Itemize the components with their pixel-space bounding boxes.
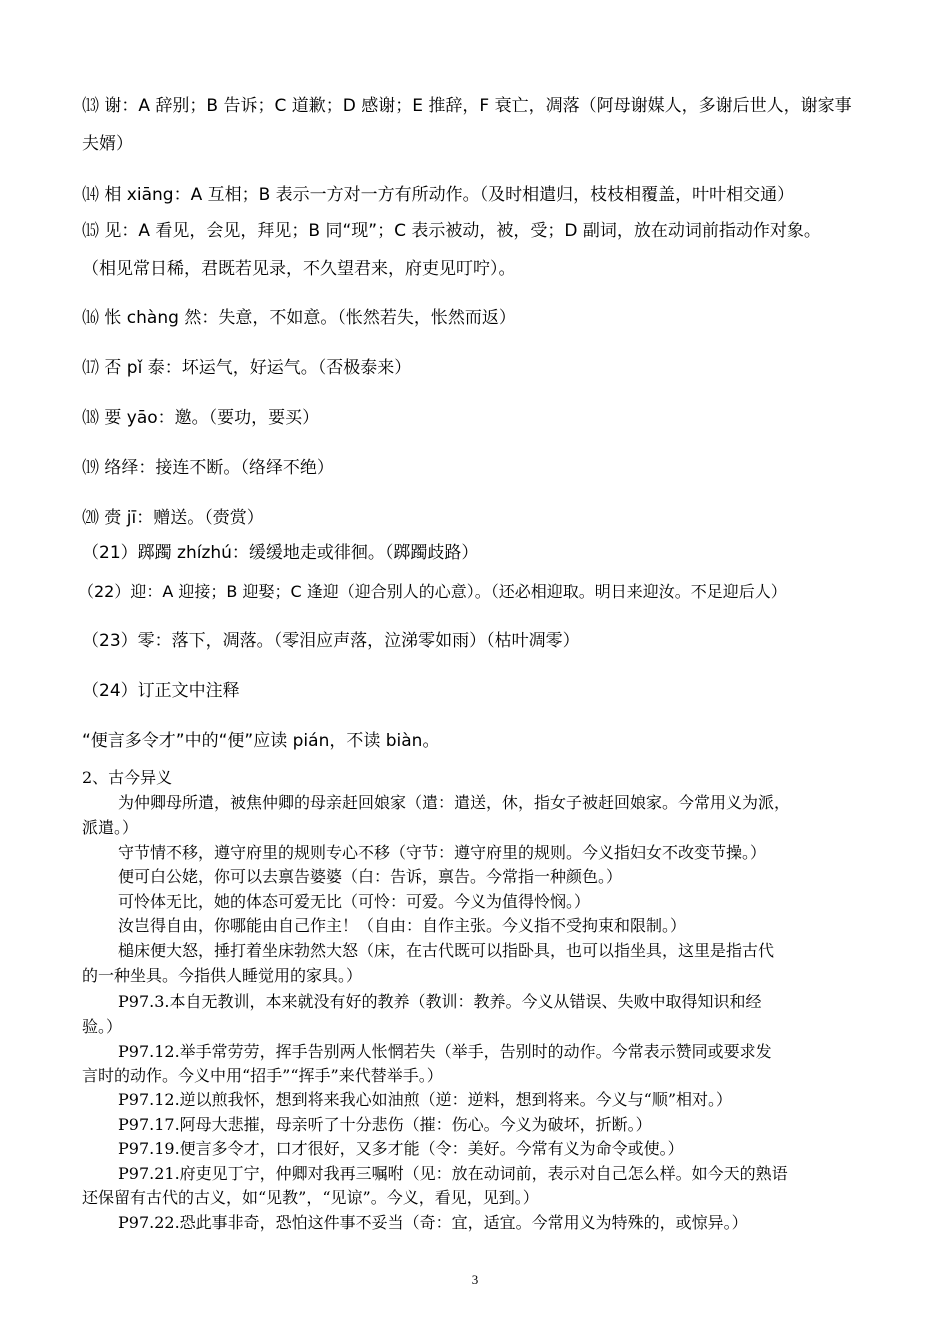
vocab-entry-21: （21）踯躅 zhízhú：缓缓地走或徘徊。（踯躅歧路） [82, 543, 479, 563]
vocab-entry-14: ⒁ 相 xiāng：A 互相；B 表示一方对一方有所动作。（及时相遣归，枝枝相覆盖，叶叶相交通） [82, 185, 795, 205]
gujin-entry-4: 可怜体无比，她的体态可爱无比（可怜：可爱。今义为值得怜悯。） [118, 892, 591, 911]
vocab-entry-18: ⒅ 要 yāo：邀。（要功，要买） [82, 408, 320, 428]
gujin-entry-11: P97.19.便言多令才，口才很好，又多才能（令：美好。今常有义为命令或使。） [118, 1139, 684, 1158]
gujin-entry-8-line1: P97.12.举手常劳劳，挥手告别两人怅惘若失（举手，告别时的动作。今常表示赞同或要求发 [118, 1042, 772, 1061]
gujin-entry-5: 汝岂得自由，你哪能由自己作主！（自由：自作主张。今义指不受拘束和限制。） [118, 916, 687, 935]
page-number: 3 [471, 1272, 479, 1287]
vocab-entry-22: （22）迎：A 迎接；B 迎娶；C 逢迎（迎合别人的心意）。（还必相迎取。明日来迎汝。不足迎后人） [78, 582, 787, 601]
vocab-entry-20: ⒇ 赍 jī：赠送。（赍赏） [82, 508, 264, 528]
vocab-entry-13-line2: 夫婿） [82, 134, 133, 154]
vocab-entry-24: （24）订正文中注释 [82, 681, 240, 701]
vocab-entry-19: ⒆ 络绎：接连不断。（络绎不绝） [82, 458, 334, 478]
gujin-entry-13: P97.22.恐此事非奇，恐怕这件事不妥当（奇：宜，适宜。今常用义为特殊的，或惊异。） [118, 1213, 748, 1232]
vocab-entry-23: （23）零：落下，凋落。（零泪应声落，泣涕零如雨）（枯叶凋零） [82, 631, 580, 651]
gujin-entry-1-line1: 为仲卿母所遣，被焦仲卿的母亲赶回娘家（遣：遣送，休，指女子被赶回娘家。今常用义为派， [118, 793, 791, 812]
vocab-entry-15-line2: （相见常日稀，君既若见录，不久望君来，府吏见叮咛）。 [82, 259, 516, 279]
correction-note: “便言多令才”中的“便”应读 pián，不读 biàn。 [82, 731, 440, 751]
gujin-entry-10: P97.17.阿母大悲摧，母亲听了十分悲伤（摧：伤心。今义为破坏，折断。） [118, 1115, 652, 1134]
gujin-entry-3: 便可白公姥，你可以去禀告婆婆（白：告诉，禀告。今常指一种颜色。） [118, 867, 623, 886]
section-heading: 2、古今异义 [82, 768, 173, 787]
gujin-entry-7-line1: P97.3.本自无教训，本来就没有好的教养（教训：教养。今义从错误、失败中取得知识和经 [118, 992, 762, 1011]
gujin-entry-12-line2: 还保留有古代的古义，如“见教”，“见谅”。今义，看见，见到。） [82, 1188, 539, 1207]
gujin-entry-12-line1: P97.21.府吏见丁宁，仲卿对我再三嘱咐（见：放在动词前，表示对自己怎么样。如今天的熟语 [118, 1164, 788, 1183]
vocab-entry-13-line1: ⒀ 谢：A 辞别；B 告诉；C 道歉；D 感谢；E 推辞，F 衰亡，凋落（阿母谢媒人，多谢后世人，谢家事 [82, 96, 852, 116]
gujin-entry-9: P97.12.逆以煎我怀，想到将来我心如油煎（逆：逆料，想到将来。今义与“顺”相对。） [118, 1090, 733, 1109]
gujin-entry-7-line2: 验。） [82, 1017, 123, 1036]
gujin-entry-6-line2: 的一种坐具。今指供人睡觉用的家具。） [82, 966, 363, 985]
vocab-entry-17: ⒄ 否 pǐ 泰：坏运气，好运气。（否极泰来） [82, 358, 412, 378]
vocab-entry-16: ⒃ 怅 chàng 然：失意，不如意。（怅然若失，怅然而返） [82, 308, 516, 328]
gujin-entry-8-line2: 言时的动作。今义中用“招手”“挥手”来代替举手。） [82, 1066, 443, 1085]
gujin-entry-6-line1: 槌床便大怒，捶打着坐床勃然大怒（床，在古代既可以指卧具，也可以指坐具，这里是指古代 [118, 941, 775, 960]
gujin-entry-1-line2: 派遣。） [82, 818, 139, 837]
vocab-entry-15-line1: ⒂ 见：A 看见，会见，拜见；B 同“现”；C 表示被动，被，受；D 副词，放在动词前指动作对象。 [82, 221, 821, 241]
gujin-entry-2: 守节情不移，遵守府里的规则专心不移（守节：遵守府里的规则。今义指妇女不改变节操。） [118, 843, 767, 862]
